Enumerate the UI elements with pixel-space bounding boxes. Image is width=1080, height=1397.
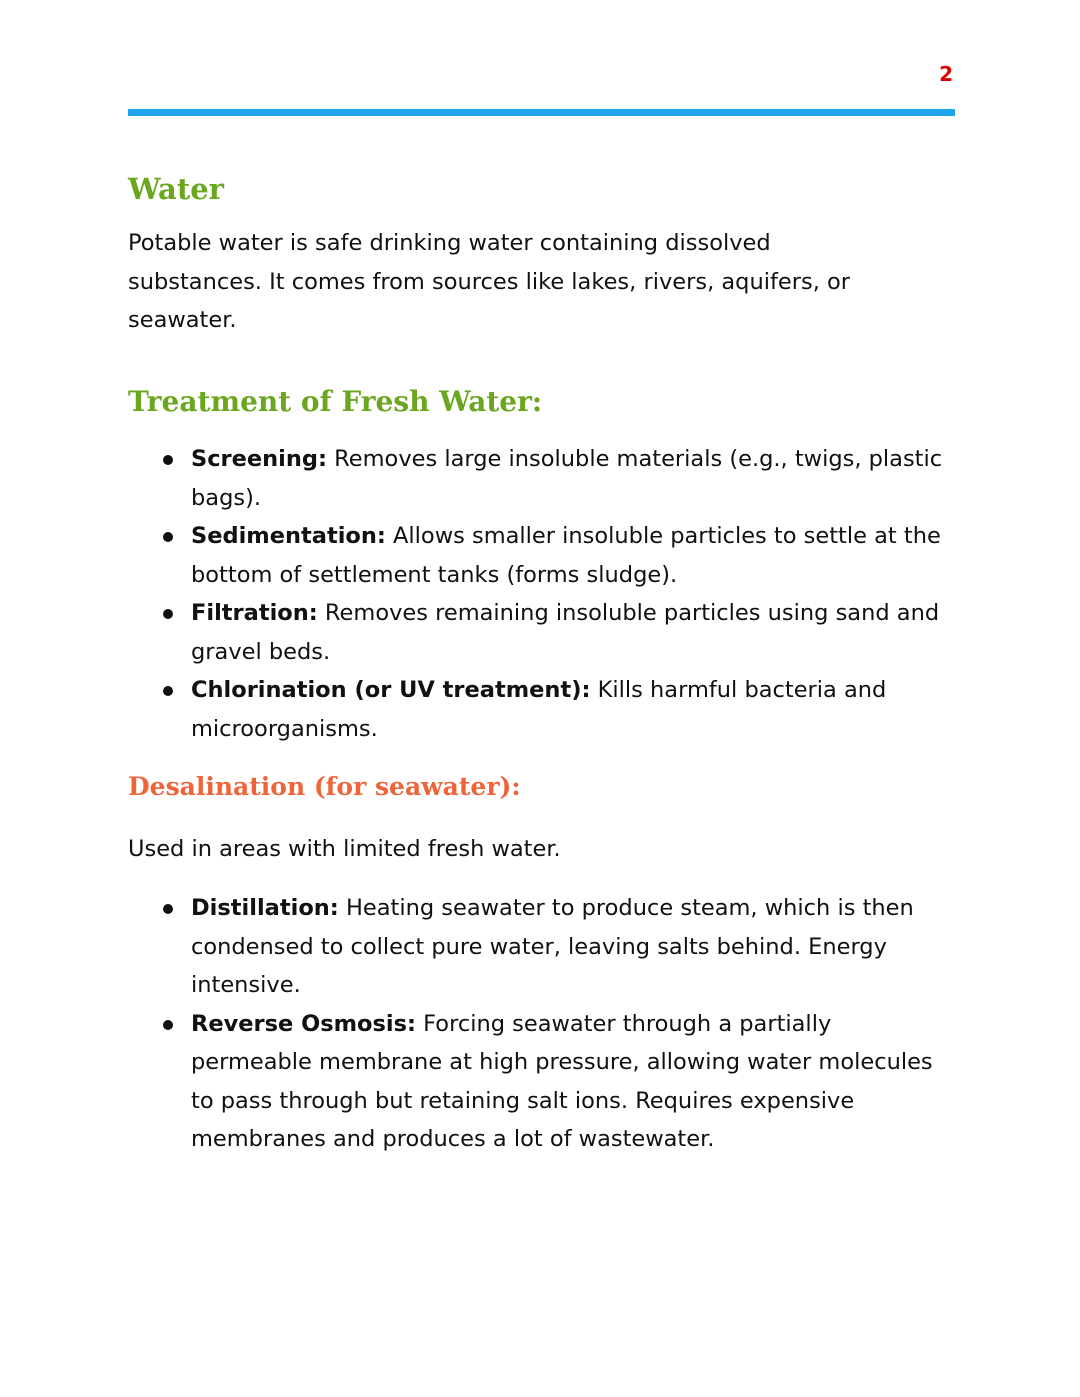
water-paragraph: Potable water is safe drinking water containing dissolved substances. It comes from sources like lakes, rivers, aquifers, or seawater. bbox=[128, 230, 851, 333]
item-term: Distillation: bbox=[191, 895, 339, 921]
heading-desalination: Desalination (for seawater): bbox=[128, 772, 521, 801]
list-item bbox=[191, 517, 956, 594]
page-number: 2 bbox=[939, 62, 953, 86]
item-term: Reverse Osmosis: bbox=[191, 1010, 417, 1037]
list-item bbox=[191, 1005, 956, 1159]
item-text: Removes remaining insoluble particles using sand and gravel beds. bbox=[191, 600, 940, 665]
list-item bbox=[191, 594, 956, 671]
item-term: Filtration: bbox=[191, 600, 318, 626]
list-item bbox=[191, 440, 956, 517]
list-item bbox=[191, 889, 956, 1005]
item-term: Screening: bbox=[191, 446, 328, 472]
item-text: Forcing seawater through a partially permeable membrane at high pressure, allowing water molecules to pass through but retaining salt ions. Requires expensive membranes and produces a lot of wastewater. bbox=[191, 1010, 933, 1152]
desalination-list bbox=[128, 889, 956, 1159]
desalination-intro: Used in areas with limited fresh water. bbox=[128, 836, 561, 862]
list-item bbox=[191, 671, 956, 748]
item-text: Removes large insoluble materials (e.g., twigs, plastic bags). bbox=[191, 446, 943, 511]
heading-water: Water bbox=[128, 172, 224, 206]
item-text: Kills harmful bacteria and microorganisms. bbox=[191, 677, 887, 742]
heading-treatment: Treatment of Fresh Water: bbox=[128, 385, 543, 418]
item-term: Chlorination (or UV treatment): bbox=[191, 677, 591, 703]
item-text: Allows smaller insoluble particles to settle at the bottom of settlement tanks (forms sludge). bbox=[191, 523, 941, 588]
header-divider bbox=[128, 109, 955, 116]
treatment-list bbox=[128, 440, 956, 748]
item-term: Sedimentation: bbox=[191, 523, 386, 549]
item-text: Heating seawater to produce steam, which is then condensed to collect pure water, leaving salts behind. Energy intensive. bbox=[191, 895, 914, 998]
